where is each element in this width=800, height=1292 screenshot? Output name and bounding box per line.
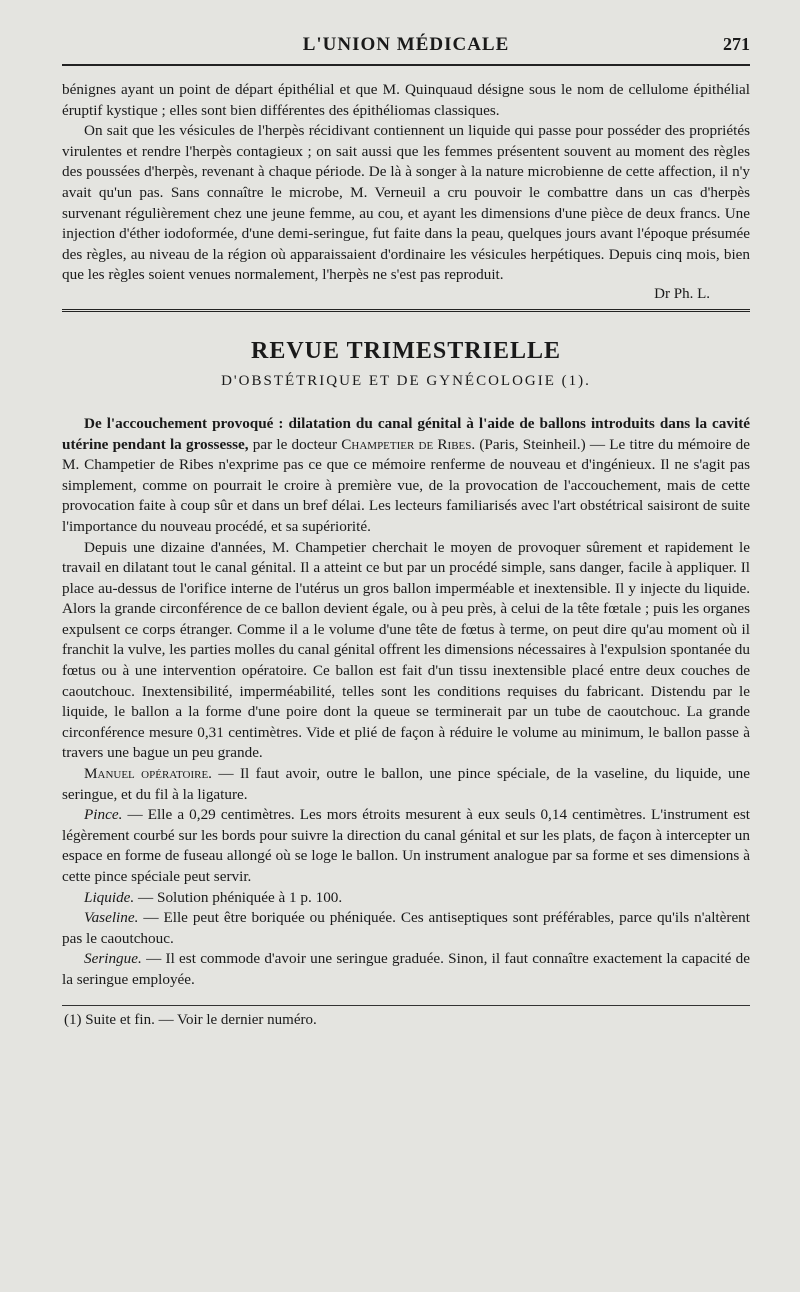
pince-label: Pince. (84, 806, 123, 824)
section-divider (62, 309, 750, 312)
seringue-label: Seringue. (84, 950, 142, 968)
book-author: Champetier de Ribes. (341, 435, 476, 453)
seringue-paragraph (62, 949, 750, 990)
review-intro (62, 414, 750, 538)
manuel-paragraph (62, 764, 750, 805)
method-paragraph: Depuis une dizaine d'années, M. Champetier cherchait le moyen de provoquer sûrement et rapidement le travail en dilatant tout le canal génital. Il a atteint ce but par un procédé simple, sans danger, facile à appliquer. Il place au-dessus de l'orifice interne de l'utérus un gros ballon imperméable et inextensible. Il y injecte du liquide. Alors la grande circonférence de ce ballon devient égale, ou à peu près, à celui de la tête fœtale ; puis les organes expulsent ce corps étranger. Comme il a le volume d'une tête de fœtus à terme, on peut dire qu'au moment où il franchit la vulve, les parties molles du canal génital offrent les dimensions nécessaires à l'expulsion spontanée du fœtus ou à une intervention opératoire. Ce ballon est fait d'un tissu inextensible placé entre deux couches de caoutchouc. Inextensibilité, imperméabilité, telles sont les conditions requises du fabricant. Distendu par le liquide, le ballon a la forme d'une poire dont la queue se terminerait par un tube de caoutchouc. La grande circonférence mesure 0,31 centimètres. Vide et plié de façon à réduire le volume au minimum, le ballon passe à travers une bague un peu grande. (62, 538, 750, 762)
vaseline-label: Vaseline. (84, 909, 139, 927)
manuel-text: — Il faut avoir, outre le ballon, une pince spéciale, de la vaseline, du liquide, une seringue, et du fil à la ligature. (62, 765, 750, 803)
author-prefix: par le docteur (252, 435, 338, 453)
pince-paragraph (62, 805, 750, 887)
running-title: L'UNION MÉDICALE (302, 34, 510, 55)
section-title: REVUE TRIMESTRIELLE (251, 337, 561, 364)
header-rule (62, 64, 750, 66)
liquide-paragraph (62, 888, 750, 909)
previous-article-end (62, 80, 750, 303)
seringue-text: — Il est commode d'avoir une seringue graduée. Sinon, il faut connaître exactement la capacité de la seringue employée. (62, 950, 750, 988)
section-subtitle: D'OBSTÉTRIQUE ET DE GYNÉCOLOGIE (1). (221, 372, 591, 389)
intro-text: (Paris, Steinheil.) — Le titre du mémoire de M. Champetier de Ribes n'exprime pas ce que ce mémoire renferme de nouveau et d'ingénieux. Il ne s'agit pas simplement, comme on pourrait le croire à première vue, de la provocation de l'accouchement, mais de cette provocation faite à coup sûr et dans un bref délai. Les lecteurs familiarisés avec l'art obstétrical saisiront de suite l'importance du nouveau procédé, et sa supériorité. (62, 435, 751, 535)
liquide-text: — Solution phéniquée à 1 p. 100. (138, 888, 343, 906)
footnote: (1) Suite et fin. — Voir le dernier numéro. (64, 1011, 317, 1028)
manuel-label: Manuel opératoire. (84, 765, 212, 783)
author-signature: Dr Ph. L. (654, 285, 710, 302)
pince-text: — Elle a 0,29 centimètres. Les mors étroits mesurent à eux seuls 0,14 centimètres. L'instrument est légèrement courbé sur les bords pour suivre la direction du canal génital et sur les plats, de façon à intercepter un espace en forme de fuseau allongé où se loge le ballon. Un instrument analogue par sa forme et ses dimensions à cette pince spéciale peut servir. (62, 806, 750, 885)
liquide-label: Liquide. (84, 888, 135, 906)
vaseline-text: — Elle peut être boriquée ou phéniquée. Ces antiseptiques sont préférables, parce qu'ils n'altèrent pas le caoutchouc. (62, 909, 750, 947)
vaseline-paragraph (62, 908, 750, 949)
page-number: 271 (723, 34, 750, 54)
paragraph-1: bénignes ayant un point de départ épithélial et que M. Quinquaud désigne sous le nom de cellulome épithélial éruptif kystique ; elles sont bien différentes des épithéliomas classiques. (62, 81, 750, 119)
page-header (62, 34, 750, 64)
footnote-rule (62, 1005, 750, 1006)
paragraph-2: On sait que les vésicules de l'herpès récidivant contiennent un liquide qui passe pour posséder des propriétés virulentes et rendre l'herpès contagieux ; on sait aussi que les femmes présentent souvent au moment des règles des poussées d'herpès, revenant à chaque période. De là à songer à la nature microbienne de cette affection, il n'y avait qu'un pas. Sans connaître le microbe, M. Verneuil a cru pouvoir le combattre dans un cas d'herpès survenant régulièrement chez une jeune femme, au cou, et ayant les dimensions d'une pièce de deux francs. Une injection d'éther iodoformée, d'une demi-seringue, fut faite dans la peau, quelques jours avant l'époque présumée des règles, au niveau de la région où apparaissaient d'ordinaire les vésicules herpétiques. Depuis cinq mois, bien que les règles soient venues normalement, l'herpès ne s'est pas reproduit. (62, 122, 750, 284)
book-title: De l'accouchement provoqué : dilatation du canal génital à l'aide de ballons introduits dans la cavité utérine pendant la grossesse, (62, 414, 750, 453)
review-body (62, 414, 750, 991)
